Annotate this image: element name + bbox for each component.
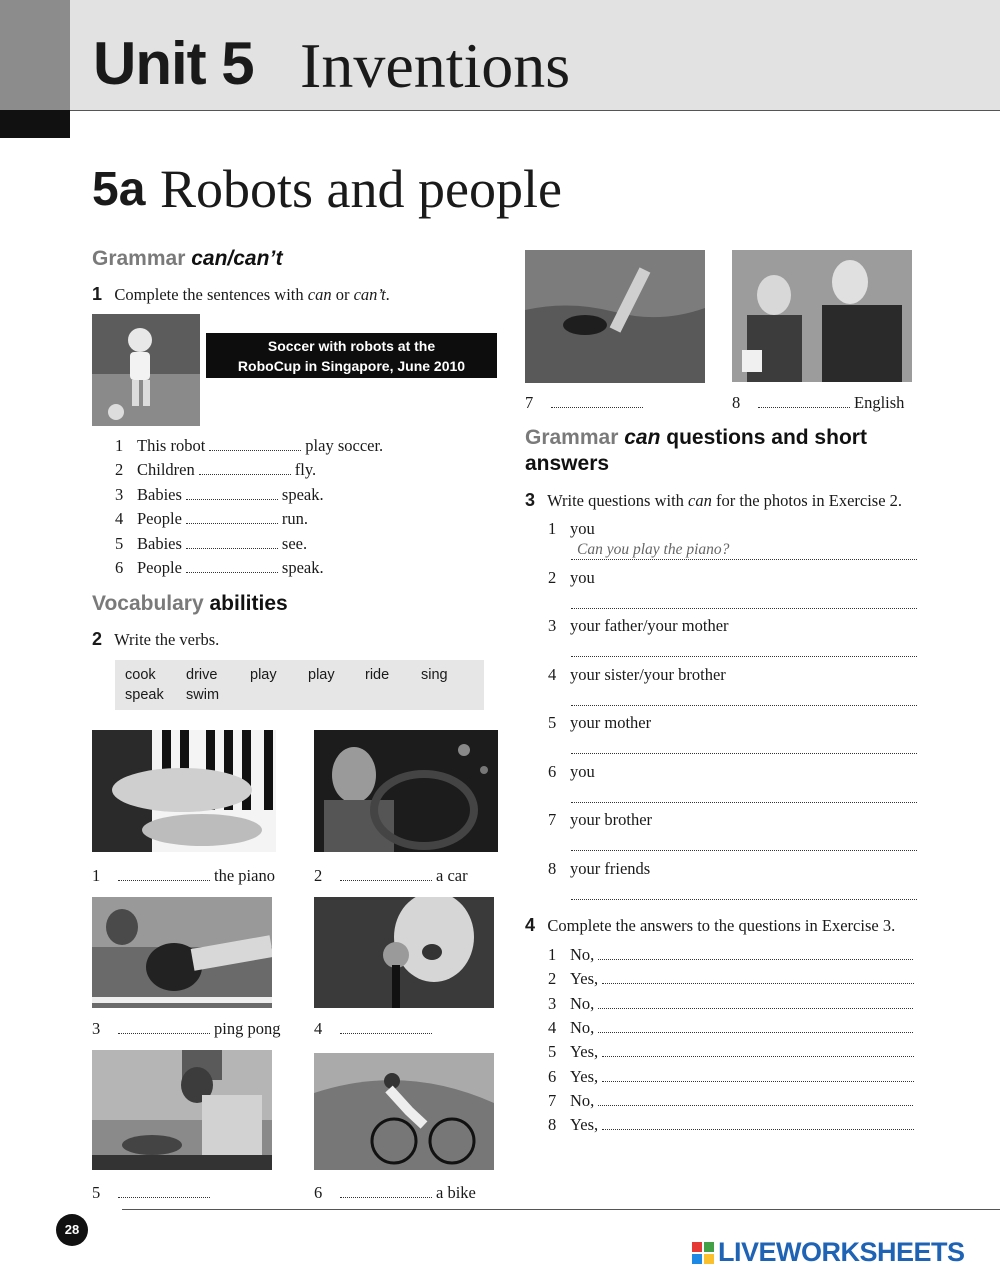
short-answer-start: No,	[570, 1090, 595, 1110]
singing-photo	[314, 897, 494, 1008]
grammar-questions-heading	[525, 425, 945, 477]
liveworksheets-logo-icon	[692, 1238, 716, 1272]
item-number: 6	[548, 1066, 557, 1086]
item-number: 6	[314, 1183, 323, 1202]
item-number: 5	[115, 533, 124, 553]
photo-caption	[206, 333, 497, 378]
liveworksheets-brand: LIVEWORKSHEETS	[718, 1237, 965, 1267]
item-number: 2	[548, 969, 557, 989]
answer-blank[interactable]	[551, 395, 643, 408]
answer-blank[interactable]	[118, 1021, 210, 1034]
question-row	[548, 713, 651, 733]
exercise-number: 1	[92, 284, 103, 304]
photo-label-3	[92, 1019, 280, 1039]
item-number: 2	[314, 866, 323, 885]
sentence-row	[115, 558, 324, 578]
item-text: ping pong	[214, 1019, 281, 1038]
answer-line[interactable]	[571, 849, 917, 851]
grammar-topic-text: answers	[525, 452, 610, 475]
short-answer-start: No,	[570, 993, 595, 1013]
sentence-row	[115, 485, 324, 505]
exercise-3-instruction	[525, 490, 902, 511]
item-number: 2	[548, 567, 557, 587]
item-number: 1	[548, 945, 557, 964]
question-prompt: you	[570, 519, 595, 538]
item-number: 4	[548, 1017, 557, 1037]
item-text: play soccer.	[305, 436, 384, 455]
answer-line[interactable]	[571, 752, 917, 754]
item-number: 2	[115, 460, 124, 480]
item-number: 8	[548, 1115, 557, 1135]
short-answer-start: Yes,	[570, 969, 599, 989]
swimming-photo	[525, 250, 705, 383]
item-text: speak.	[281, 558, 324, 577]
question-row	[548, 762, 595, 782]
short-answer-start: Yes,	[570, 1115, 599, 1135]
word-box-item: drive	[186, 667, 218, 683]
question-prompt: your father/your mother	[570, 616, 729, 635]
sentence-row	[115, 509, 308, 529]
answer-blank[interactable]	[602, 1069, 914, 1082]
photo-label-5	[92, 1183, 214, 1203]
vocabulary-label: Vocabulary	[92, 592, 204, 615]
item-text: People	[137, 558, 182, 577]
item-number: 5	[92, 1183, 101, 1202]
cycling-photo	[314, 1053, 494, 1170]
item-number: 3	[115, 484, 124, 504]
item-number: 8	[548, 858, 557, 878]
short-answer-start: Yes,	[570, 1042, 599, 1062]
grammar-topic: can/can’t	[191, 247, 283, 270]
ping-pong-photo	[92, 897, 272, 1008]
vocabulary-topic: abilities	[209, 592, 288, 615]
grammar-topic-can: can	[624, 426, 661, 449]
question-row	[548, 568, 595, 588]
word-box-item: cook	[125, 667, 156, 683]
robot-photo	[92, 314, 200, 426]
item-number: 3	[92, 1019, 101, 1038]
photo-label-4	[314, 1019, 436, 1039]
sentence-row	[115, 460, 316, 480]
answer-blank[interactable]	[758, 395, 850, 408]
exercise-number: 3	[525, 490, 536, 510]
photo-label-6	[314, 1183, 476, 1203]
instr-text: or	[331, 285, 354, 304]
item-number: 6	[548, 761, 557, 781]
cooking-photo	[92, 1050, 272, 1170]
answer-blank[interactable]	[186, 487, 278, 500]
short-answer-row	[548, 994, 917, 1014]
driving-photo	[314, 730, 498, 852]
instr-text: Write the verbs.	[114, 630, 220, 649]
question-prompt: your sister/your brother	[570, 664, 726, 684]
item-number: 3	[548, 993, 557, 1013]
footer-rule	[122, 1209, 1000, 1210]
photo-label-2	[314, 866, 468, 886]
item-number: 5	[548, 1042, 557, 1062]
item-number: 7	[525, 393, 534, 412]
answer-blank[interactable]	[598, 947, 913, 960]
answer-blank[interactable]	[340, 868, 432, 881]
question-row	[548, 616, 729, 636]
short-answer-row	[548, 1067, 918, 1087]
unit-header-tab	[0, 0, 70, 110]
grammar-label: Grammar	[92, 247, 186, 270]
instr-text: Complete the sentences with	[114, 285, 308, 304]
answer-blank[interactable]	[598, 1020, 913, 1033]
word-box-item: ride	[365, 667, 390, 683]
question-prompt: you	[570, 567, 595, 587]
short-answer-row	[548, 1115, 918, 1135]
short-answer-start: No,	[570, 945, 595, 964]
piano-photo	[92, 730, 276, 852]
item-text: English	[854, 393, 905, 412]
question-prompt: you	[570, 761, 595, 781]
answer-line[interactable]	[571, 898, 917, 900]
exercise-4-instruction	[525, 915, 895, 936]
item-text: This robot	[137, 436, 206, 455]
question-row	[548, 665, 726, 685]
answer-blank[interactable]	[602, 971, 914, 984]
item-number: 4	[548, 664, 557, 684]
exercise-number: 4	[525, 915, 536, 935]
photo-label-8	[732, 393, 904, 413]
item-number: 7	[548, 1090, 557, 1110]
answer-blank[interactable]	[340, 1185, 432, 1198]
instr-text: .	[385, 285, 390, 304]
instr-cant: can’t	[353, 285, 386, 304]
conversation-photo	[732, 250, 912, 382]
item-text: Babies	[137, 484, 182, 504]
vocabulary-heading	[92, 591, 288, 617]
item-text: run.	[281, 509, 309, 529]
short-answer-row	[548, 1042, 918, 1062]
grammar-label: Grammar	[525, 426, 619, 449]
item-number: 1	[115, 436, 124, 455]
grammar-can-heading	[92, 246, 283, 272]
answer-blank[interactable]	[602, 1117, 914, 1130]
answer-blank[interactable]	[602, 1044, 914, 1057]
short-answer-row	[548, 1091, 917, 1111]
word-box	[115, 660, 484, 710]
question-row	[548, 810, 652, 830]
item-text: People	[137, 509, 182, 529]
item-number: 5	[548, 713, 557, 732]
item-text: see.	[281, 533, 308, 553]
item-number: 7	[548, 810, 557, 829]
short-answer-row	[548, 969, 918, 989]
answer-line[interactable]	[571, 801, 917, 803]
item-text: the piano	[214, 866, 275, 885]
caption-line: Soccer with robots at the	[267, 338, 436, 354]
page-number: 28	[56, 1214, 88, 1246]
unit-header-marker	[0, 110, 70, 138]
question-row	[548, 519, 595, 539]
grammar-topic-text: questions and short	[660, 426, 867, 449]
photo-label-1	[92, 866, 275, 886]
answer-line[interactable]	[571, 704, 917, 706]
caption-line: RoboCup in Singapore, June 2010	[237, 358, 466, 374]
item-number: 1	[92, 866, 101, 885]
exercise-number: 2	[92, 629, 103, 649]
answer-blank[interactable]	[118, 868, 210, 881]
short-answer-row	[548, 1018, 917, 1038]
example-answer: Can you play the piano?	[577, 541, 730, 558]
item-text: a bike	[436, 1183, 476, 1202]
instr-text: Complete the answers to the questions in Exercise 3.	[547, 916, 896, 935]
instr-can: can	[688, 491, 712, 510]
photo-label-7	[525, 393, 647, 413]
item-number: 6	[115, 558, 124, 577]
answer-blank[interactable]	[118, 1185, 210, 1198]
item-number: 1	[548, 519, 557, 538]
sentence-row	[115, 436, 383, 456]
answer-blank[interactable]	[598, 996, 913, 1009]
item-number: 8	[732, 393, 741, 412]
item-text: fly.	[294, 460, 317, 480]
answer-blank[interactable]	[598, 1093, 913, 1106]
word-box-item: speak	[125, 687, 164, 703]
answer-blank[interactable]	[199, 462, 291, 475]
question-prompt: your mother	[570, 713, 652, 732]
item-number: 4	[314, 1019, 323, 1038]
question-row	[548, 859, 650, 879]
answer-blank[interactable]	[340, 1021, 432, 1034]
answer-blank[interactable]	[186, 560, 278, 573]
question-prompt: your friends	[570, 858, 651, 878]
unit-number: Unit 5	[93, 30, 254, 97]
item-number: 3	[548, 616, 557, 635]
short-answer-start: Yes,	[570, 1066, 599, 1086]
word-box-item: play	[308, 667, 335, 683]
item-text: a car	[436, 866, 468, 885]
unit-title: Inventions	[300, 30, 571, 101]
word-box-item: play	[250, 667, 277, 683]
answer-blank[interactable]	[209, 438, 301, 451]
exercise-1-instruction	[92, 284, 390, 305]
instr-text: Write questions with	[547, 491, 689, 510]
answer-line[interactable]	[571, 655, 917, 657]
lesson-title: Robots and people	[160, 159, 562, 219]
item-text: Babies	[137, 533, 182, 553]
question-prompt: your brother	[570, 810, 653, 829]
word-box-item: sing	[421, 667, 448, 683]
lesson-code: 5a	[92, 163, 146, 216]
item-number: 4	[115, 509, 124, 529]
short-answer-start: No,	[570, 1017, 595, 1037]
sentence-row	[115, 534, 307, 554]
instr-can: can	[307, 285, 332, 304]
answer-blank[interactable]	[186, 511, 278, 524]
exercise-2-instruction	[92, 629, 219, 650]
word-box-item: swim	[186, 687, 220, 703]
answer-line[interactable]	[571, 607, 917, 609]
item-text: speak.	[281, 484, 324, 504]
item-text: Children	[137, 460, 195, 480]
short-answer-row	[548, 945, 917, 965]
answer-blank[interactable]	[186, 536, 278, 549]
instr-text: for the photos in Exercise 2.	[711, 491, 903, 510]
